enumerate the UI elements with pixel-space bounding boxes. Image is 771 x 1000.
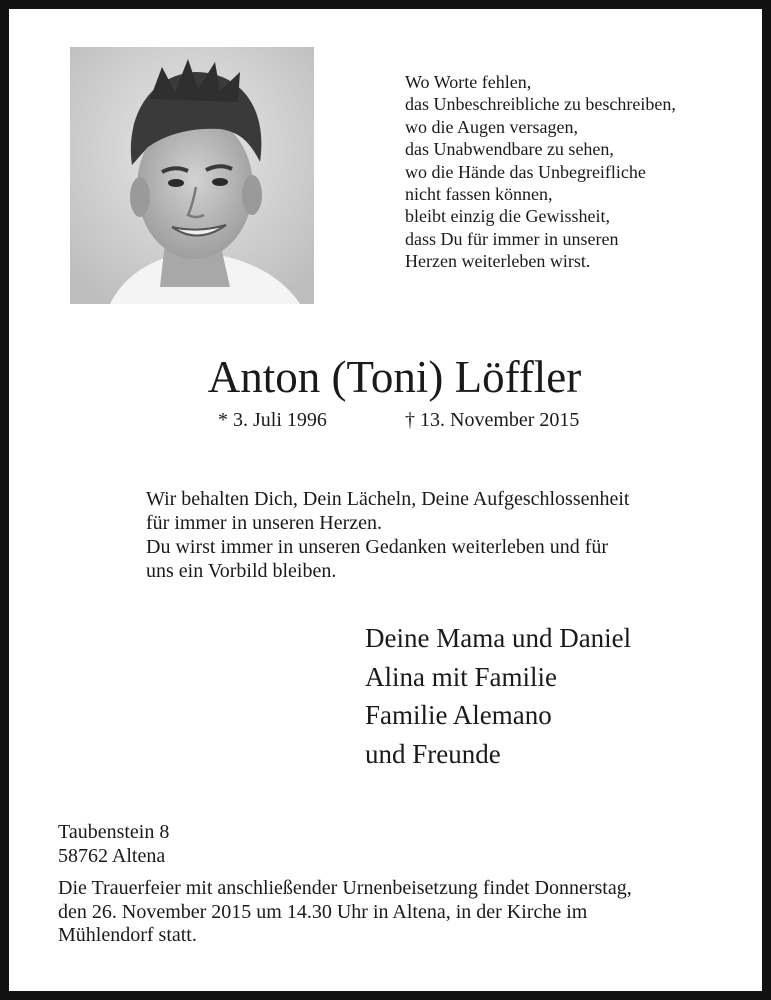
poem-line: wo die Hände das Unbegreifliche [405,161,646,182]
message-line: für immer in unseren Herzen. [146,512,383,534]
funeral-notice [58,877,632,948]
poem-line: das Unbeschreibliche zu beschreiben, [405,94,676,115]
address-street: Taubenstein 8 [58,821,170,843]
poem-line: nicht fassen können, [405,184,553,205]
deceased-name: Anton (Toni) Löffler [207,352,582,402]
address-city: 58762 Altena [58,844,166,867]
poem-line: Wo Worte fehlen, [405,72,532,92]
poem-line: das Unabwendbare zu sehen, [405,139,614,160]
funeral-line: Die Trauerfeier mit anschließender Urnenbeisetzung findet Donnerstag, [58,877,632,899]
mourner-line: und Freunde [365,738,501,769]
birth-date: * 3. Juli 1996 [218,409,327,431]
death-date: † 13. November 2015 [405,409,580,431]
mourner-line: Deine Mama und Daniel [365,623,632,653]
funeral-line: Mühlendorf statt. [58,924,197,946]
portrait-photo [70,47,314,304]
message-line: Du wirst immer in unseren Gedanken weiterleben und für [146,536,609,558]
address-block [58,821,169,868]
funeral-line: den 26. November 2015 um 14.30 Uhr in Altena, in der Kirche im [58,900,588,923]
poem-line: bleibt einzig die Gewissheit, [405,206,610,227]
mourner-line: Alina mit Familie [365,661,557,692]
poem-line: dass Du für immer in unseren [405,228,619,249]
mourner-line: Familie Alemano [365,700,552,730]
poem-line: Herzen weiterleben wirst. [405,251,591,272]
memorial-message [146,487,629,583]
message-line: uns ein Vorbild bleiben. [146,560,337,582]
poem [405,71,676,273]
message-line: Wir behalten Dich, Dein Lächeln, Deine Aufgeschlossenheit [146,488,630,510]
mourners-list [365,619,631,773]
poem-line: wo die Augen versagen, [405,116,578,137]
